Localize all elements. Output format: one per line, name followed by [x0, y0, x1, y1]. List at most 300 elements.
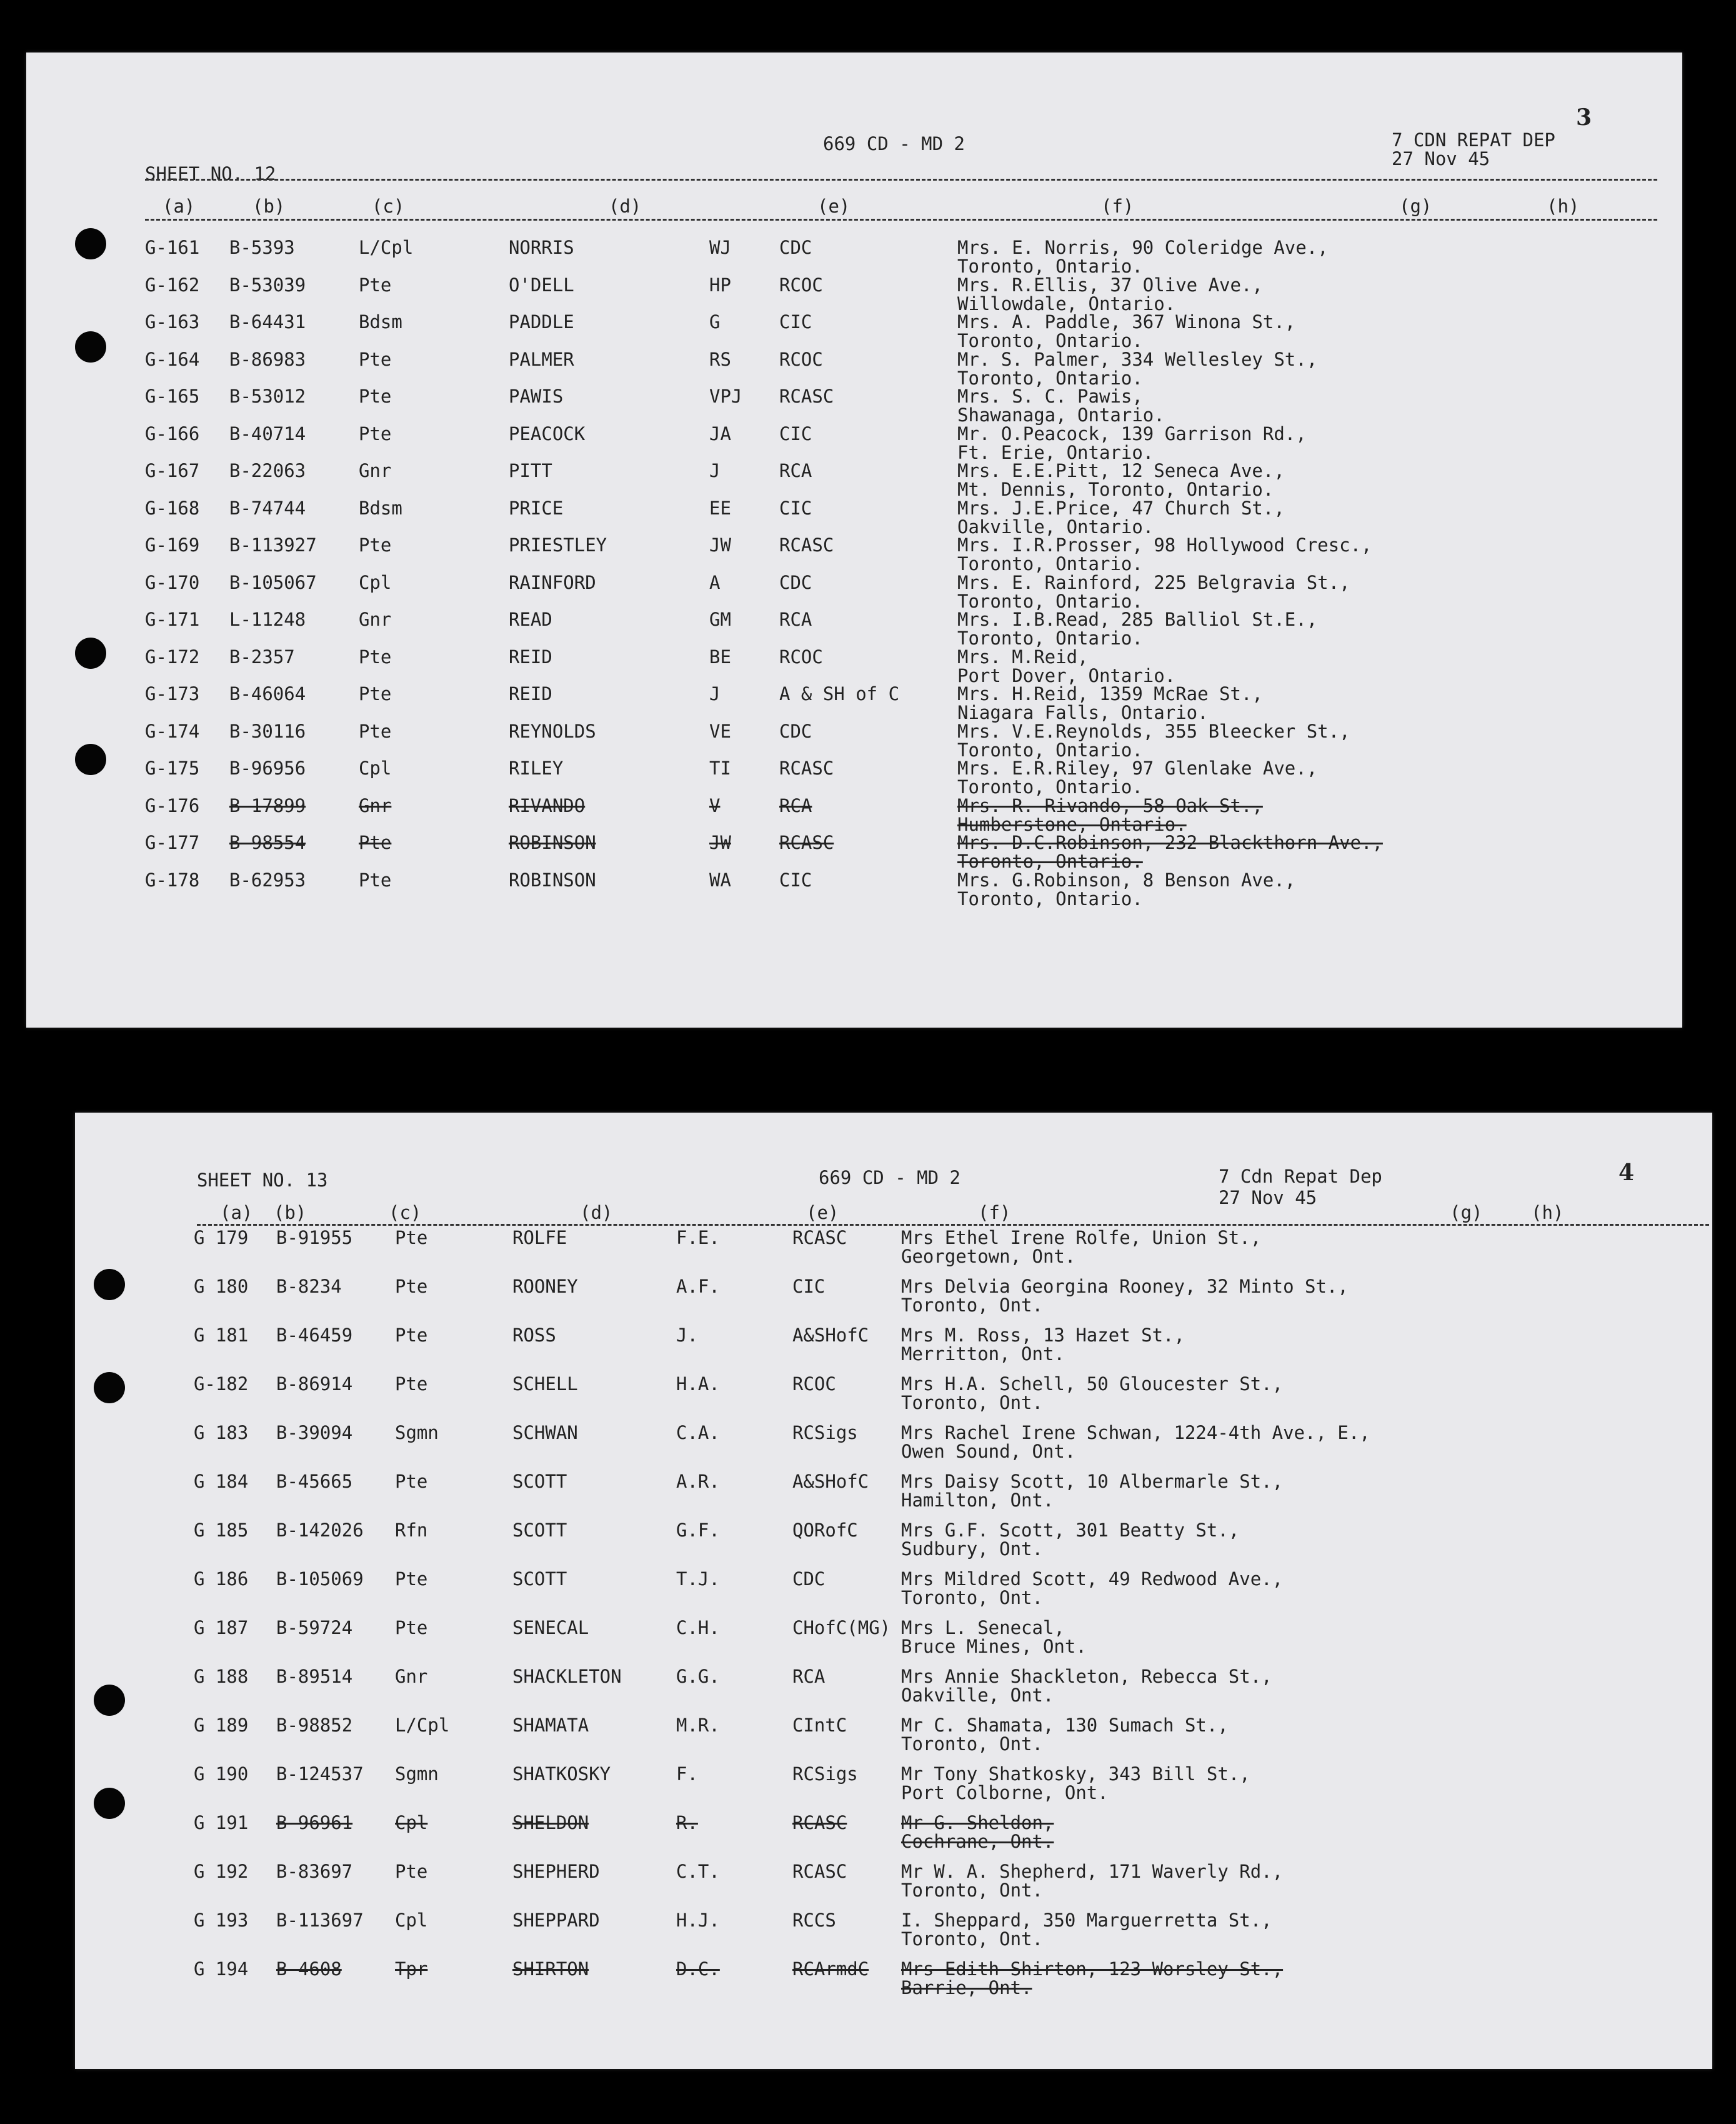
table-row — [26, 758, 1682, 796]
col-header-f: (f) — [978, 1202, 1011, 1223]
regimental-number: B-142026 — [276, 1520, 364, 1541]
service-no-prefix: G-176 — [145, 794, 200, 816]
next-of-kin-line1: Mrs. G.Robinson, 8 Benson Ave., — [957, 869, 1296, 891]
next-of-kin-line1: Mrs. E. Norris, 90 Coleridge Ave., — [957, 237, 1329, 258]
initials: BE — [709, 646, 731, 668]
service-no-prefix: G-167 — [145, 460, 200, 481]
punch-hole — [75, 228, 106, 259]
service-no-prefix: G-161 — [145, 237, 200, 258]
initials: H.J. — [676, 1910, 720, 1931]
next-of-kin-line1: Mrs. H.Reid, 1359 McRae St., — [957, 683, 1263, 704]
table-row — [75, 1471, 1712, 1509]
rank: Bdsm — [359, 311, 402, 333]
surname: SENECAL — [512, 1617, 589, 1638]
next-of-kin-line1: Mr. S. Palmer, 334 Wellesley St., — [957, 348, 1318, 370]
col-header-b: (b) — [252, 196, 286, 217]
col-header-b: (b) — [274, 1202, 307, 1223]
initials: TI — [709, 758, 731, 779]
next-of-kin-line1: Mrs. J.E.Price, 47 Church St., — [957, 497, 1285, 519]
corps: A&SHofC — [792, 1325, 869, 1346]
next-of-kin-line2: Toronto, Ont. — [901, 1928, 1043, 1950]
surname: REID — [509, 646, 552, 668]
surname: REYNOLDS — [509, 720, 596, 742]
corps: RCA — [779, 460, 812, 481]
col-header-h: (h) — [1547, 196, 1580, 217]
table-row — [26, 312, 1682, 349]
rank: Pte — [359, 386, 392, 407]
initials: JA — [709, 423, 731, 444]
service-no-prefix: G-178 — [145, 869, 200, 891]
surname: SHEPHERD — [512, 1861, 600, 1882]
regimental-number: B-22063 — [229, 460, 306, 481]
page-number: 3 — [1576, 104, 1592, 131]
corps: RCA — [779, 794, 812, 816]
next-of-kin-line2: Owen Sound, Ont. — [901, 1441, 1076, 1462]
table-row — [26, 461, 1682, 498]
next-of-kin-line2: Humberstone, Ontario. — [957, 813, 1187, 835]
initials: JW — [709, 534, 731, 556]
service-no-prefix: G 193 — [194, 1910, 249, 1931]
service-no-prefix: G-164 — [145, 348, 200, 370]
rank: Cpl — [395, 1910, 428, 1931]
surname: ROBINSON — [509, 832, 596, 853]
rank: Pte — [395, 1325, 428, 1346]
service-no-prefix: G 184 — [194, 1471, 249, 1492]
col-header-a: (a) — [220, 1202, 253, 1223]
corps: CHofC(MG) — [792, 1617, 891, 1638]
regimental-number: B-62953 — [229, 869, 306, 891]
rank: L/Cpl — [395, 1715, 450, 1736]
next-of-kin-line1: Mrs Ethel Irene Rolfe, Union St., — [901, 1227, 1262, 1248]
next-of-kin-line1: Mrs H.A. Schell, 50 Gloucester St., — [901, 1373, 1284, 1395]
table-row — [26, 424, 1682, 461]
surname: SCOTT — [512, 1520, 567, 1541]
col-header-e: (e) — [806, 1202, 839, 1223]
next-of-kin-line1: Mrs Mildred Scott, 49 Redwood Ave., — [901, 1568, 1284, 1590]
col-header-c: (c) — [372, 196, 405, 217]
rank: Gnr — [359, 794, 392, 816]
next-of-kin-line1: Mrs Daisy Scott, 10 Albermarle St., — [901, 1471, 1284, 1492]
next-of-kin-line1: Mrs. E. Rainford, 225 Belgravia St., — [957, 571, 1350, 593]
table-row — [75, 1423, 1712, 1460]
col-header-h: (h) — [1531, 1202, 1564, 1223]
next-of-kin-line1: Mrs. V.E.Reynolds, 355 Bleecker St., — [957, 720, 1350, 742]
table-row — [75, 1520, 1712, 1558]
table-row — [75, 1325, 1712, 1363]
next-of-kin-line2: Oakville, Ont. — [901, 1685, 1054, 1706]
corps: RCOC — [792, 1373, 836, 1395]
nominal-roll-sheet-12 — [26, 53, 1682, 1028]
sheet-number: SHEET NO. 13 — [197, 1170, 328, 1191]
service-no-prefix: G 179 — [194, 1227, 249, 1248]
corps: CIC — [779, 423, 812, 444]
table-row — [26, 238, 1682, 275]
initials: RS — [709, 348, 731, 370]
surname: SHELDON — [512, 1812, 589, 1833]
corps: CDC — [779, 720, 812, 742]
next-of-kin-line2: Toronto, Ontario. — [957, 851, 1143, 872]
regimental-number: B-105069 — [276, 1568, 364, 1590]
rank: Bdsm — [359, 497, 402, 519]
rank: Sgmn — [395, 1763, 439, 1785]
surname: SCHWAN — [512, 1422, 578, 1443]
next-of-kin-line2: Shawanaga, Ontario. — [957, 404, 1165, 426]
corps: RCASC — [779, 832, 834, 853]
next-of-kin-line2: Georgetown, Ont. — [901, 1246, 1076, 1267]
corps: RCA — [792, 1666, 826, 1687]
surname: READ — [509, 609, 552, 630]
service-no-prefix: G 190 — [194, 1763, 249, 1785]
table-row — [75, 1764, 1712, 1801]
surname: SHIRTON — [512, 1958, 589, 1980]
regimental-number: B-96956 — [229, 758, 306, 779]
rank: L/Cpl — [359, 237, 414, 258]
corps: CDC — [792, 1568, 826, 1590]
next-of-kin-line2: Port Colborne, Ont. — [901, 1782, 1109, 1803]
next-of-kin-line1: Mrs M. Ross, 13 Hazet St., — [901, 1325, 1185, 1346]
next-of-kin-line2: Oakville, Ontario. — [957, 516, 1154, 538]
next-of-kin-line1: Mrs. E.E.Pitt, 12 Seneca Ave., — [957, 460, 1285, 481]
next-of-kin-line2: Merritton, Ont. — [901, 1343, 1065, 1365]
next-of-kin-line2: Niagara Falls, Ontario. — [957, 702, 1209, 723]
regimental-number: B-8234 — [276, 1276, 342, 1297]
next-of-kin-line1: Mrs. S. C. Pawis, — [957, 386, 1143, 407]
service-no-prefix: G 191 — [194, 1812, 249, 1833]
next-of-kin-line2: Willowdale, Ontario. — [957, 293, 1176, 314]
header-rule — [145, 179, 1657, 181]
punch-hole — [75, 331, 106, 363]
corps: A & SH of C — [779, 683, 900, 704]
rank: Pte — [359, 274, 392, 296]
regimental-number: B-46459 — [276, 1325, 353, 1346]
next-of-kin-line1: Mr G. Sheldon, — [901, 1812, 1054, 1833]
surname: O'DELL — [509, 274, 574, 296]
initials: R. — [676, 1812, 698, 1833]
rank: Pte — [359, 869, 392, 891]
initials: G — [709, 311, 721, 333]
initials: D.C. — [676, 1958, 720, 1980]
service-no-prefix: G-177 — [145, 832, 200, 853]
surname: PALMER — [509, 348, 574, 370]
corps: RCOC — [779, 348, 823, 370]
regimental-number: B-4608 — [276, 1958, 342, 1980]
regimental-number: B-86914 — [276, 1373, 353, 1395]
surname: PAWIS — [509, 386, 564, 407]
regimental-number: B-74744 — [229, 497, 306, 519]
regimental-number: B-105067 — [229, 571, 317, 593]
regimental-number: B-113697 — [276, 1910, 364, 1931]
table-row — [75, 1959, 1712, 1996]
regimental-number: B-30116 — [229, 720, 306, 742]
rank: Pte — [395, 1276, 428, 1297]
initials: HP — [709, 274, 731, 296]
service-no-prefix: G 192 — [194, 1861, 249, 1882]
table-row — [26, 721, 1682, 759]
rank: Pte — [359, 423, 392, 444]
initials: J — [709, 683, 721, 704]
depot-header: 7 CDN REPAT DEP — [1392, 129, 1555, 151]
next-of-kin-line1: Mrs Edith Shirton, 123 Worsley St., — [901, 1958, 1284, 1980]
next-of-kin-line1: Mrs. R.Ellis, 37 Olive Ave., — [957, 274, 1263, 296]
corps: A&SHofC — [792, 1471, 869, 1492]
col-header-a: (a) — [162, 196, 196, 217]
service-no-prefix: G 187 — [194, 1617, 249, 1638]
initials: F. — [676, 1763, 698, 1785]
regimental-number: B-46064 — [229, 683, 306, 704]
rank: Pte — [395, 1617, 428, 1638]
surname: ROSS — [512, 1325, 556, 1346]
initials: JW — [709, 832, 731, 853]
service-no-prefix: G-174 — [145, 720, 200, 742]
next-of-kin-line2: Toronto, Ontario. — [957, 628, 1143, 649]
next-of-kin-line2: Toronto, Ontario. — [957, 553, 1143, 574]
regimental-number: B-83697 — [276, 1861, 353, 1882]
surname: ROONEY — [512, 1276, 578, 1297]
rank: Gnr — [359, 609, 392, 630]
service-no-prefix: G-173 — [145, 683, 200, 704]
corps: RCASC — [792, 1812, 847, 1833]
next-of-kin-line1: Mrs Rachel Irene Schwan, 1224-4th Ave., E., — [901, 1422, 1370, 1443]
rank: Rfn — [395, 1520, 428, 1541]
col-header-d: (d) — [580, 1202, 613, 1223]
table-row — [26, 275, 1682, 313]
regimental-number: B-124537 — [276, 1763, 364, 1785]
initials: GM — [709, 609, 731, 630]
rank: Pte — [395, 1861, 428, 1882]
next-of-kin-line2: Toronto, Ont. — [901, 1587, 1043, 1608]
rank: Pte — [395, 1227, 428, 1248]
table-row — [75, 1374, 1712, 1411]
regimental-number: B-40714 — [229, 423, 306, 444]
next-of-kin-line2: Toronto, Ontario. — [957, 888, 1143, 909]
initials: C.A. — [676, 1422, 720, 1443]
table-row — [26, 833, 1682, 870]
table-row — [75, 1861, 1712, 1899]
regimental-number: B-45665 — [276, 1471, 353, 1492]
next-of-kin-line2: Toronto, Ontario. — [957, 776, 1143, 798]
punch-hole — [94, 1269, 125, 1300]
next-of-kin-line1: Mrs. I.R.Prosser, 98 Hollywood Cresc., — [957, 534, 1372, 556]
col-header-d: (d) — [609, 196, 642, 217]
initials: F.E. — [676, 1227, 720, 1248]
rank: Gnr — [359, 460, 392, 481]
next-of-kin-line2: Toronto, Ontario. — [957, 330, 1143, 351]
rank: Cpl — [359, 571, 392, 593]
surname: RAINFORD — [509, 571, 596, 593]
rank: Cpl — [395, 1812, 428, 1833]
service-no-prefix: G-182 — [194, 1373, 249, 1395]
next-of-kin-line1: Mrs Delvia Georgina Rooney, 32 Minto St., — [901, 1276, 1349, 1297]
corps: RCASC — [779, 758, 834, 779]
surname: RIVANDO — [509, 794, 586, 816]
table-row — [26, 573, 1682, 610]
service-no-prefix: G-163 — [145, 311, 200, 333]
service-no-prefix: G-168 — [145, 497, 200, 519]
table-row — [26, 870, 1682, 908]
rank: Pte — [359, 720, 392, 742]
next-of-kin-line1: Mrs. I.B.Read, 285 Balliol St.E., — [957, 609, 1318, 630]
next-of-kin-line2: Cochrane, Ont. — [901, 1831, 1054, 1852]
regimental-number: B-98852 — [276, 1715, 353, 1736]
table-row — [75, 1715, 1712, 1753]
next-of-kin-line1: Mrs. A. Paddle, 367 Winona St., — [957, 311, 1296, 333]
table-row — [26, 609, 1682, 647]
col-header-g: (g) — [1399, 196, 1432, 217]
next-of-kin-line2: Toronto, Ontario. — [957, 367, 1143, 389]
corps: RCA — [779, 609, 812, 630]
service-no-prefix: G-172 — [145, 646, 200, 668]
next-of-kin-line2: Sudbury, Ont. — [901, 1538, 1043, 1560]
table-row — [26, 386, 1682, 424]
regimental-number: B-17899 — [229, 794, 306, 816]
service-no-prefix: G 194 — [194, 1958, 249, 1980]
table-row — [26, 498, 1682, 536]
initials: H.A. — [676, 1373, 720, 1395]
next-of-kin-line2: Ft. Erie, Ontario. — [957, 441, 1154, 463]
next-of-kin-line2: Toronto, Ont. — [901, 1733, 1043, 1755]
corps: CIntC — [792, 1715, 847, 1736]
initials: T.J. — [676, 1568, 720, 1590]
next-of-kin-line2: Hamilton, Ont. — [901, 1490, 1054, 1511]
punch-hole — [94, 1372, 125, 1403]
initials: V — [709, 794, 721, 816]
surname: REID — [509, 683, 552, 704]
page-number: 4 — [1619, 1160, 1635, 1186]
initials: C.H. — [676, 1617, 720, 1638]
rank: Pte — [359, 348, 392, 370]
table-row — [75, 1618, 1712, 1655]
corps: RCCS — [792, 1910, 836, 1931]
depot-header: 7 Cdn Repat Dep — [1219, 1166, 1382, 1187]
service-no-prefix: G-166 — [145, 423, 200, 444]
regimental-number: L-11248 — [229, 609, 306, 630]
surname: RILEY — [509, 758, 564, 779]
corps: RCSigs — [792, 1763, 858, 1785]
table-row — [26, 647, 1682, 684]
corps: CIC — [779, 497, 812, 519]
surname: PITT — [509, 460, 552, 481]
next-of-kin-line1: Mrs. D.C.Robinson, 232 Blackthorn Ave., — [957, 832, 1383, 853]
col-header-c: (c) — [389, 1202, 422, 1223]
corps: QORofC — [792, 1520, 858, 1541]
service-no-prefix: G 189 — [194, 1715, 249, 1736]
regimental-number: B-64431 — [229, 311, 306, 333]
table-row — [75, 1813, 1712, 1850]
next-of-kin-line2: Toronto, Ont. — [901, 1880, 1043, 1901]
col-header-f: (f) — [1101, 196, 1134, 217]
col-header-e: (e) — [817, 196, 851, 217]
table-row — [26, 535, 1682, 573]
punch-hole — [75, 744, 106, 775]
next-of-kin-line1: Mrs. R. Rivando, 58 Oak St., — [957, 794, 1263, 816]
regimental-number: B-53039 — [229, 274, 306, 296]
table-row — [75, 1276, 1712, 1314]
surname: SHATKOSKY — [512, 1763, 611, 1785]
table-row — [75, 1910, 1712, 1948]
sheet-number: SHEET NO. 12 — [145, 163, 276, 184]
surname: SCOTT — [512, 1568, 567, 1590]
next-of-kin-line1: Mrs Annie Shackleton, Rebecca St., — [901, 1666, 1272, 1687]
rank: Sgmn — [395, 1422, 439, 1443]
rank: Tpr — [395, 1958, 428, 1980]
next-of-kin-line1: Mrs. M.Reid, — [957, 646, 1089, 668]
punch-hole — [94, 1788, 125, 1819]
surname: ROBINSON — [509, 869, 596, 891]
column-rule — [197, 1224, 1709, 1226]
next-of-kin-line2: Port Dover, Ontario. — [957, 664, 1176, 686]
initials: EE — [709, 497, 731, 519]
punch-hole — [75, 638, 106, 669]
service-no-prefix: G-175 — [145, 758, 200, 779]
regimental-number: B-53012 — [229, 386, 306, 407]
surname: SHAMATA — [512, 1715, 589, 1736]
corps: RCASC — [792, 1861, 847, 1882]
next-of-kin-line2: Toronto, Ontario. — [957, 590, 1143, 612]
regimental-number: B-86983 — [229, 348, 306, 370]
rank: Pte — [359, 832, 392, 853]
corps: RCASC — [779, 386, 834, 407]
initials: C.T. — [676, 1861, 720, 1882]
service-no-prefix: G-170 — [145, 571, 200, 593]
regimental-number: B-59724 — [276, 1617, 353, 1638]
surname: PRICE — [509, 497, 564, 519]
table-row — [26, 684, 1682, 721]
regimental-number: B-98554 — [229, 832, 306, 853]
rank: Pte — [359, 534, 392, 556]
next-of-kin-line2: Toronto, Ontario. — [957, 739, 1143, 761]
regimental-number: B-96961 — [276, 1812, 353, 1833]
service-no-prefix: G 186 — [194, 1568, 249, 1590]
surname: SCHELL — [512, 1373, 578, 1395]
next-of-kin-line1: I. Sheppard, 350 Marguerretta St., — [901, 1910, 1272, 1931]
corps: CIC — [779, 311, 812, 333]
nominal-roll-sheet-13 — [75, 1113, 1712, 2069]
service-no-prefix: G-162 — [145, 274, 200, 296]
next-of-kin-line2: Bruce Mines, Ont. — [901, 1636, 1087, 1657]
service-no-prefix: G-165 — [145, 386, 200, 407]
service-no-prefix: G 183 — [194, 1422, 249, 1443]
rank: Pte — [359, 646, 392, 668]
initials: J. — [676, 1325, 698, 1346]
regimental-number: B-39094 — [276, 1422, 353, 1443]
rank: Pte — [395, 1568, 428, 1590]
corps: CIC — [792, 1276, 826, 1297]
next-of-kin-line1: Mrs. E.R.Riley, 97 Glenlake Ave., — [957, 758, 1318, 779]
col-header-g: (g) — [1450, 1202, 1483, 1223]
corps: RCSigs — [792, 1422, 858, 1443]
service-no-prefix: G 180 — [194, 1276, 249, 1297]
next-of-kin-line2: Toronto, Ontario. — [957, 256, 1143, 277]
surname: PEACOCK — [509, 423, 586, 444]
corps: RCASC — [779, 534, 834, 556]
next-of-kin-line2: Toronto, Ont. — [901, 1295, 1043, 1316]
date-header: 27 Nov 45 — [1219, 1187, 1317, 1208]
service-no-prefix: G 181 — [194, 1325, 249, 1346]
initials: WJ — [709, 237, 731, 258]
next-of-kin-line2: Mt. Dennis, Toronto, Ontario. — [957, 479, 1274, 500]
corps: RCOC — [779, 274, 823, 296]
initials: G.G. — [676, 1666, 720, 1687]
initials: A.R. — [676, 1471, 720, 1492]
initials: A.F. — [676, 1276, 720, 1297]
rank: Pte — [395, 1373, 428, 1395]
date-header: 27 Nov 45 — [1392, 148, 1490, 169]
next-of-kin-line1: Mr W. A. Shepherd, 171 Waverly Rd., — [901, 1861, 1284, 1882]
rank: Pte — [395, 1471, 428, 1492]
next-of-kin-line1: Mr Tony Shatkosky, 343 Bill St., — [901, 1763, 1250, 1785]
rank: Pte — [359, 683, 392, 704]
service-no-prefix: G 185 — [194, 1520, 249, 1541]
